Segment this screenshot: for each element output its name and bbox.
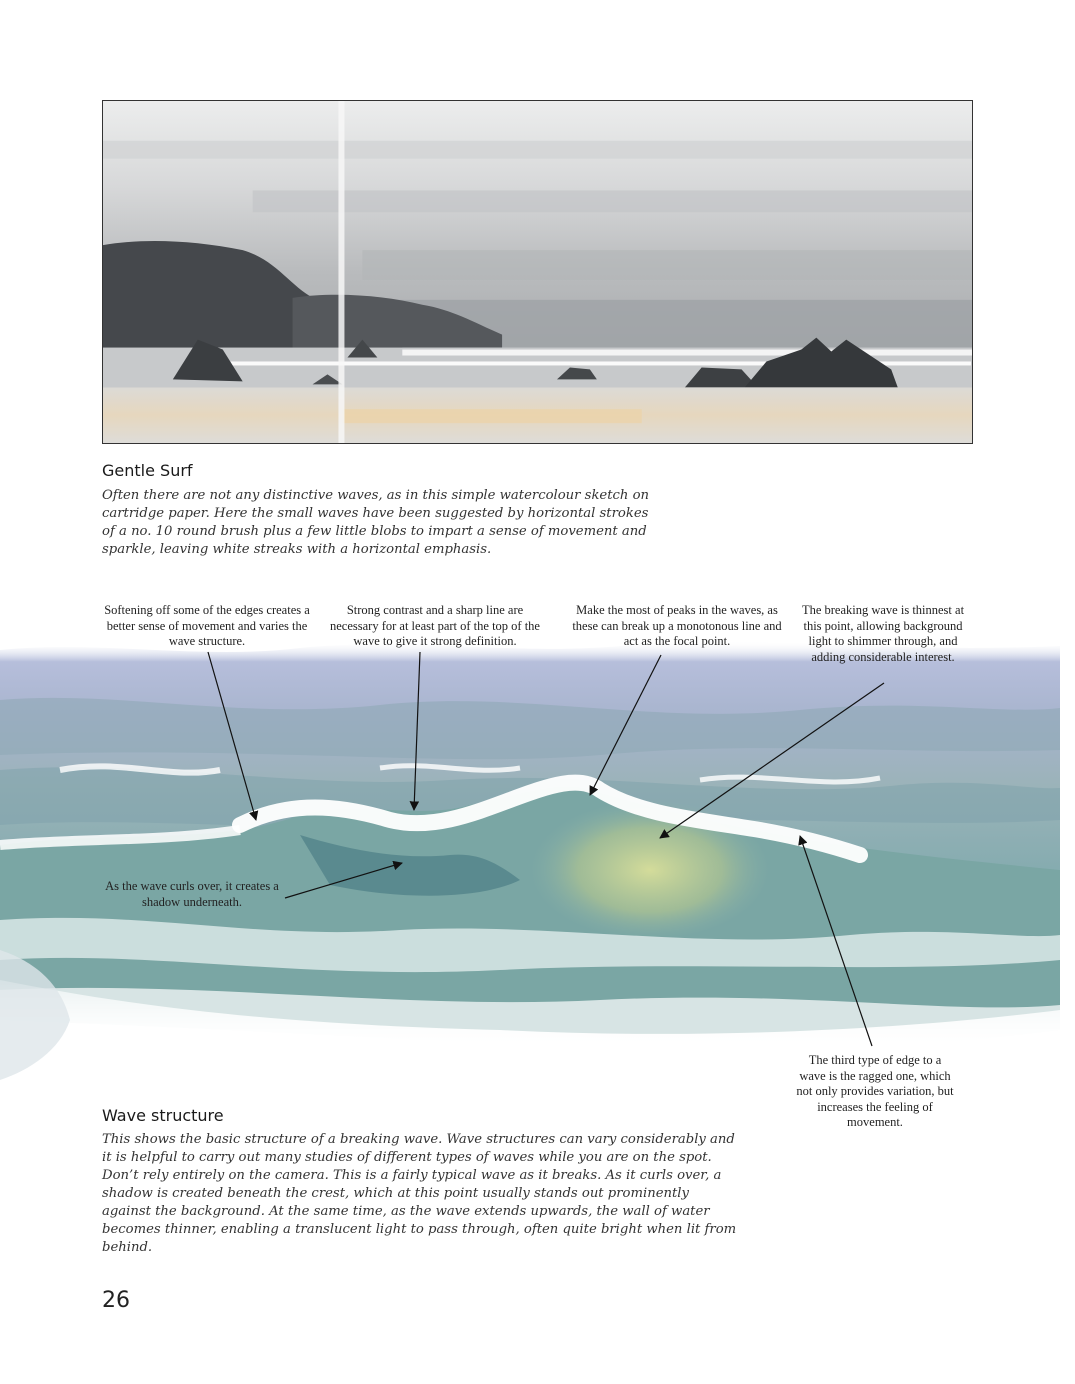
wave-structure-caption: This shows the basic structure of a breaking wave. Wave structures can vary considerably and it is helpful to carry out many studies of different types of waves while you are on the spot. Don’t rely entirely on the camera. This is a fairly typical wave as it breaks. As it curls over, a shadow is created beneath the crest, which at this point usually stands out prominently against the background. At the same time, as the wave extends upwards, the wall of water becomes thinner, enabling a translucent light to pass through, often quite bright when lit from behind. — [102, 1132, 737, 1255]
wave-structure-heading: Wave structure — [102, 1106, 224, 1125]
gentle-surf-sketch — [102, 100, 973, 444]
callout-softening-edges: Softening off some of the edges creates a better sense of movement and varies the wave structure. — [104, 603, 310, 648]
wave-structure-painting — [0, 630, 1075, 1100]
gentle-surf-heading: Gentle Surf — [102, 461, 193, 480]
page-number: 26 — [102, 1288, 130, 1313]
callout-strong-contrast: Strong contrast and a sharp line are necessary for at least part of the top of the wave to give it strong definition. — [330, 603, 540, 648]
callout-curl-shadow: As the wave curls over, it creates a shadow underneath. — [105, 879, 279, 909]
gentle-surf-painting — [103, 101, 972, 443]
callout-ragged-edge: The third type of edge to a wave is the ragged one, which not only provides variation, but increases the feeling of movement. — [796, 1053, 954, 1129]
breaking-wave-illustration — [0, 630, 1075, 1100]
callout-wave-peaks: Make the most of peaks in the waves, as these can break up a monotonous line and act as the focal point. — [572, 603, 782, 648]
callout-thinnest-point: The breaking wave is thinnest at this point, allowing background light to shimmer through, and adding considerable interest. — [801, 603, 965, 664]
gentle-surf-caption: Often there are not any distinctive waves, as in this simple watercolour sketch on cartridge paper. Here the small waves have been suggested by horizontal strokes of a no. 10 round brush plus a few little blobs to impart a sense of movement and sparkle, leaving white streaks with a horizontal emphasis. — [102, 488, 650, 557]
